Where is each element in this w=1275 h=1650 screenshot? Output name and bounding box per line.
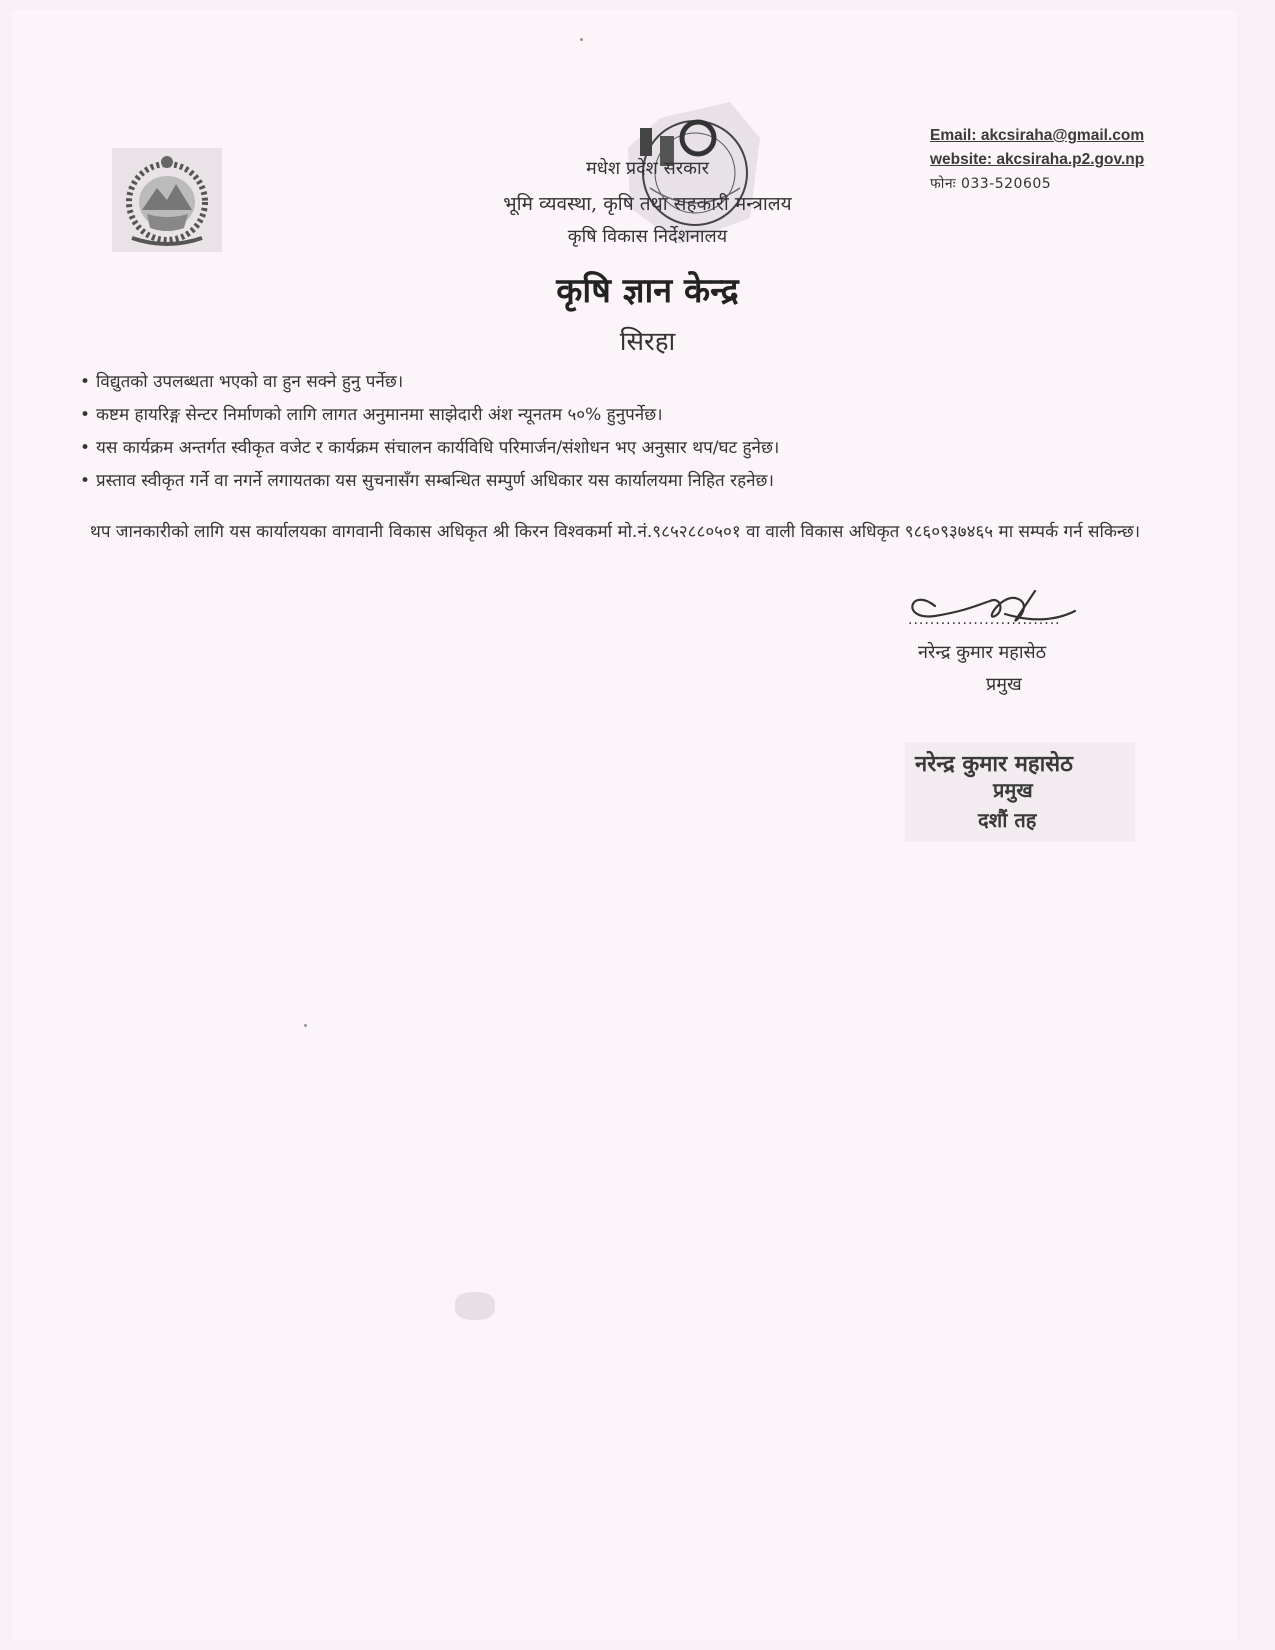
- list-item: [80, 432, 779, 465]
- header-ministry: भूमि व्यवस्था, कृषि तथा सहकारी मन्त्रालय: [503, 193, 792, 215]
- header-government: मधेश प्रदेश सरकार: [586, 158, 709, 179]
- office-location: सिरहा: [619, 327, 676, 357]
- website-link[interactable]: website: akcsiraha.p2.gov.np: [930, 151, 1145, 168]
- condition-text: यस कार्यक्रम अन्तर्गत स्वीकृत वजेट र कार्यक्रम संचालन कार्यविधि परिमार्जन/संशोधन भए अनुसार थप/घट हुनेछ।: [96, 438, 780, 458]
- bullet-icon: •: [80, 372, 91, 392]
- name-stamp-title: प्रमुख: [993, 778, 1033, 802]
- bullet-icon: •: [80, 471, 91, 491]
- bullet-icon: •: [80, 438, 91, 458]
- paper-speck: [580, 38, 583, 41]
- phone-number: फोनः 033-520605: [930, 176, 1052, 192]
- list-item: [80, 465, 779, 498]
- email-link[interactable]: Email: akcsiraha@gmail.com: [930, 127, 1145, 144]
- contact-paragraph: थप जानकारीको लागि यस कार्यालयका वागवानी विकास अधिकृत श्री किरन विश्वकर्मा मो.नं.९८५२८८०५०१ वा वाली विकास अधिकृत ९८६०९३७४६५ मा सम्पर्क गर्न सकिन्छ।: [90, 522, 1141, 542]
- conditions-list: [80, 366, 779, 498]
- signatory-name: नरेन्द्र कुमार महासेठ: [918, 642, 1047, 663]
- handwritten-signature: [905, 576, 1085, 646]
- list-item: [80, 366, 779, 399]
- name-stamp-name: नरेन्द्र कुमार महासेठ: [915, 752, 1073, 777]
- signatory-title: प्रमुख: [986, 674, 1022, 695]
- header-directorate: कृषि विकास निर्देशनालय: [567, 226, 728, 247]
- condition-text: विद्युतको उपलब्धता भएको वा हुन सक्ने हुनु पर्नेछ।: [96, 372, 404, 392]
- bullet-icon: •: [80, 405, 91, 425]
- paper-speck: [304, 1024, 307, 1027]
- list-item: [80, 399, 779, 432]
- condition-text: कष्टम हायरिङ्ग सेन्टर निर्माणको लागि लागत अनुमानमा साझेदारी अंश न्यूनतम ५०% हुनुपर्नेछ।: [96, 405, 663, 425]
- signature-line: ............................: [908, 612, 1061, 628]
- paper-smudge: [455, 1292, 495, 1320]
- name-stamp-rank: दशौं तह: [978, 808, 1037, 832]
- office-title: कृषि ज्ञान केन्द्र: [556, 271, 739, 311]
- condition-text: प्रस्ताव स्वीकृत गर्ने वा नगर्ने लगायतका यस सुचनासँग सम्बन्धित सम्पुर्ण अधिकार यस कार्यालयमा निहित रहनेछ।: [96, 471, 774, 491]
